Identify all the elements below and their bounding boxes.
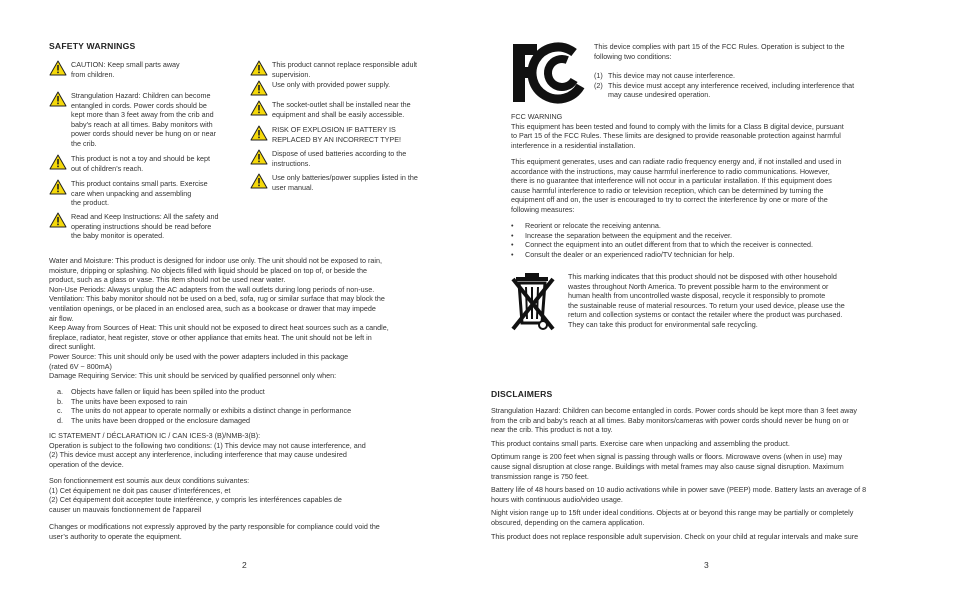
disclaimer-paragraph: Night vision range up to 15ft under ideal conditions. Objects at or beyond this range may be partially or completely obscured, depending on the camera application. <box>491 508 854 527</box>
list-item: c. The units do not appear to operate normally or exhibits a distinct change in performance <box>57 406 352 416</box>
list-item: • Consult the dealer or an experienced radio/TV technician for help. <box>511 249 735 259</box>
warning-triangle-icon <box>250 80 268 96</box>
disclaimer-paragraph: Optimum range is 200 feet when signal is passing through walls or floors. Microwave ovens (when in use) may cause signal disruption at close range. Buildings with metal frames may also cause signal disruption. Maximum transmission range is 750 feet. <box>491 452 844 481</box>
warning-item: This product is not a toy and should be kept out of children’s reach. <box>49 154 249 173</box>
warning-triangle-icon <box>49 179 67 195</box>
disclaimers-list <box>491 406 931 541</box>
fcc-interference-text: This equipment generates, uses and can radiate radio frequency energy and, if not installed and used in accordance with the instructions, may cause harmful inerference to radio communications. However, there is no guarantee that interference will not occur in a particular installation. If this equipment does cause harmful interference to radio or television reception, which can be determined by turning the equipment off and on, the user is encouraged to try to correct the interference by one or more of the following measures: <box>511 157 842 214</box>
fcc-intro: This device complies with part 15 of the FCC Rules. Operation is subject to the following two conditions: <box>594 42 845 61</box>
fcc-logo-icon <box>511 42 587 104</box>
weee-notice: This marking indicates that this product should not be disposed with other household wastes throughout North America. To prevent possible harm to the environment or human health from uncontrolled waste disposal, recycle it responsibly to promote the sustainable reuse of material resources. To return your used device, please use the return and collection systems or contact the retailer where the product was purchased. They can take this product for environmental safe recycling. <box>568 272 845 329</box>
list-item: b. The units have been exposed to rain <box>57 396 188 406</box>
damage-list <box>57 387 457 425</box>
list-item: d. The units have been dropped or the enclosure damaged <box>57 415 251 425</box>
warning-triangle-icon <box>250 173 268 189</box>
disclaimer-paragraph: This product contains small parts. Exercise care when unpacking and assembling the product. <box>491 438 790 448</box>
page-number-left: 2 <box>242 560 247 570</box>
ic-statement-french: Son fonctionnement est soumis aux deux conditions suivantes: (1) Cet équipement ne doit pas causer d’interférences, et (2) Cet équipement doit accepter toute interférence, y compris les interférences capables de causer un mauvais fonctionnement de l’appareil <box>49 476 342 514</box>
crossed-bin-icon <box>511 271 555 333</box>
list-item: (1) This device may not cause interference. <box>594 71 736 80</box>
warning-item: Strangulation Hazard: Children can become entangled in cords. Power cords should be kept more than 3 feet away from the crib and baby’s reach at all times. Baby monitors with power cords should never be hung on or near the crib. <box>49 91 249 149</box>
warning-item: Read and Keep Instructions: All the safety and operating instructions should be read before the baby monitor is operated. <box>49 212 249 241</box>
fcc-warning: FCC WARNING This equipment has been tested and found to comply with the limits for a Class B digital device, pursuant to Part 15 of the FCC Rules. These limits are designed to provide reasonable protection against harmful interference in a residential installation. <box>511 112 844 150</box>
warning-triangle-icon <box>250 60 268 76</box>
safety-warnings-title: SAFETY WARNINGS <box>49 41 136 51</box>
list-item: (2) This device must accept any interference received, including interference that may cause undesired operation. <box>594 80 855 100</box>
list-item: • Connect the equipment into an outlet different from that to which the receiver is connected. <box>511 240 813 250</box>
warning-triangle-icon <box>49 154 67 170</box>
list-item: a. Objects have fallen or liquid has been spilled into the product <box>57 387 265 396</box>
ic-statement: IC STATEMENT / DÉCLARATION IC / CAN ICES-3 (B)/NMB-3(B): Operation is subject to the following two conditions: (1) This device may not cause interference, and (2) This device must accept any interference, including interference that may cause undesired operation of the device. <box>49 431 366 469</box>
disclaimer-paragraph: Strangulation Hazard: Children can become entangled in cords. Power cords should be kept more than 3 feet away from the crib and baby’s reach at all times. Baby monitors/cameras with power cords should never be hung on or near the crib. This product is not a toy. <box>491 406 857 435</box>
warning-triangle-icon <box>49 212 67 228</box>
disclaimer-paragraph: This product does not replace responsible adult supervision. Check on your child at regular intervals and make sure <box>491 531 859 541</box>
warning-triangle-icon <box>49 60 67 76</box>
warning-item: The socket-outlet shall be installed near the equipment and shall be easily accessible. <box>250 100 450 119</box>
warning-triangle-icon <box>250 125 268 141</box>
warning-item: Dispose of used batteries according to the instructions. <box>250 149 450 168</box>
disclaimer-paragraph: Battery life of 48 hours based on 10 audio activations while in power save (PEEP) mode. Battery lasts an average of 8 hours with continuous audio/video usage. <box>491 485 867 504</box>
warning-item: RISK OF EXPLOSION IF BATTERY IS REPLACED BY AN INCORRECT TYPE! <box>250 125 450 144</box>
list-item: • Increase the separation between the equipment and the receiver. <box>511 230 732 240</box>
disclaimers-title: DISCLAIMERS <box>491 389 553 399</box>
warning-triangle-icon <box>250 149 268 165</box>
warning-item: Use only with provided power supply. <box>250 80 450 96</box>
warning-item: This product cannot replace responsible adult supervision. <box>250 60 450 79</box>
fcc-conditions <box>594 71 904 100</box>
warning-item: This product contains small parts. Exercise care when unpacking and assembling the product. <box>49 179 249 208</box>
list-item: • Reorient or relocate the receiving antenna. <box>511 221 661 230</box>
warning-item: Use only batteries/power supplies listed in the user manual. <box>250 173 450 192</box>
fcc-measures <box>511 221 911 259</box>
page-number-right: 3 <box>704 560 709 570</box>
changes-notice: Changes or modifications not expressly approved by the party responsible for compliance could void the user’s authority to operate the equipment. <box>49 522 380 541</box>
warning-item: CAUTION: Keep small parts away from children. <box>49 60 249 79</box>
warning-triangle-icon <box>49 91 67 107</box>
warning-triangle-icon <box>250 100 268 116</box>
safety-body-text: Water and Moisture: This product is designed for indoor use only. The unit should not be exposed to rain, moisture, dripping or splashing. No objects filled with liquid should be placed on top of, or beside the product, such as a glass or vase. This item should not be used near water. Non-Use Periods: Always unplug the AC adapters from the wall outlets during long periods of non-use. Ventilation: This baby monitor should not be used on a bed, sofa, rug or similar surface that may block the ventilation openings, or be placed in an enclosed area, such as a bookcase or drawer that may impede air flow. Keep Away from Sources of Heat: This unit should not be exposed to direct heat sources such as a candle, fireplace, radiator, heat register, stove or other appliance that emits heat. The unit should not be left in direct sunlight. Power Source: This unit should only be used with the power adapters included in this package (rated 6V ~ 800mA) Damage Requiring Service: This unit should be serviced by qualified personnel only when: <box>49 256 389 381</box>
